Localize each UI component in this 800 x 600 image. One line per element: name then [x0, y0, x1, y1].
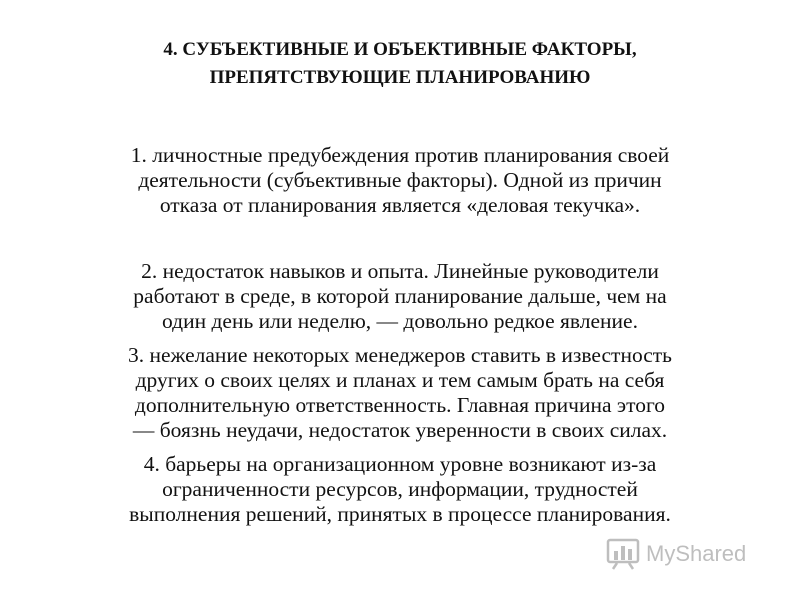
myshared-watermark: [606, 538, 746, 570]
list-item-1-line-1: 1. личностные предубеждения против планирования своей: [130, 143, 670, 167]
list-item-1-line-3: отказа от планирования является «деловая текучка».: [159, 193, 641, 217]
list-item-2-line-3: один день или неделю, — довольно редкое явление.: [162, 309, 638, 333]
list-item-4-line-2: ограниченности ресурсов, информации, трудностей: [162, 477, 638, 501]
slide-title-line-2: ПРЕПЯТСТВУЮЩИЕ ПЛАНИРОВАНИЮ: [209, 67, 591, 88]
list-item-4-line-1: 4. барьеры на организационном уровне возникают из-за: [143, 452, 657, 476]
list-item-1: [60, 143, 740, 218]
list-item-2-line-2: работают в среде, в которой планирование дальше, чем на: [133, 284, 667, 308]
bar-chart-icon: [606, 538, 640, 570]
list-item-3-line-4: — боязнь неудачи, недостаток уверенности в своих силах.: [132, 418, 668, 442]
list-item-2-line-1: 2. недостаток навыков и опыта. Линейные руководители: [141, 259, 659, 283]
list-item-3-line-1: 3. нежелание некоторых менеджеров ставить в известность: [128, 343, 672, 367]
watermark-text: MyShared: [646, 541, 747, 566]
list-item-2: [60, 259, 740, 334]
list-item-3-line-3: дополнительную ответственность. Главная причина этого: [134, 393, 666, 417]
list-item-3: [50, 343, 750, 443]
list-item-3-line-2: других о своих целях и планах и тем самым брать на себя: [135, 368, 665, 392]
list-item-4: [60, 452, 740, 527]
slide-title-line-1: 4. СУБЪЕКТИВНЫЕ И ОБЪЕКТИВНЫЕ ФАКТОРЫ,: [163, 39, 637, 60]
slide-title: [60, 36, 740, 92]
list-item-4-line-3: выполнения решений, принятых в процессе планирования.: [129, 502, 671, 526]
list-item-1-line-2: деятельности (субъективные факторы). Одной из причин: [138, 168, 662, 192]
